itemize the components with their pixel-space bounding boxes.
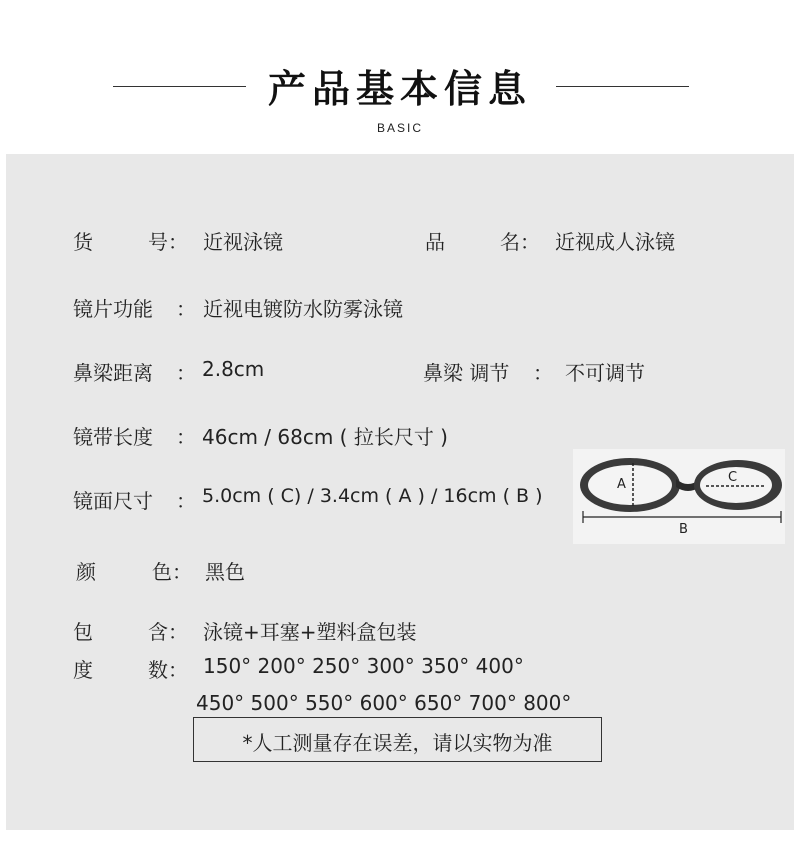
- color-value: 黑色: [205, 560, 245, 584]
- power-label-b: 数：: [148, 658, 188, 682]
- lens-function-label: 镜片功能: [73, 297, 153, 321]
- power-label-a: 度: [73, 658, 93, 682]
- lens-size-label: 镜面尺寸: [73, 489, 153, 513]
- item-no-value: 近视泳镜: [203, 230, 283, 254]
- b-label: B: [679, 522, 688, 537]
- name-label-b: 名：: [500, 230, 540, 254]
- strap-length-label: 镜带长度: [73, 425, 153, 449]
- c-label: C: [728, 470, 738, 485]
- bridge-adjust-label: 鼻梁 调节: [423, 361, 510, 385]
- lens-size-value: 5.0cm ( C) / 3.4cm ( A ) / 16cm ( B ): [202, 485, 543, 507]
- goggles-icon: [573, 449, 785, 544]
- lens-function-colon: ：: [176, 297, 196, 321]
- power-values-line2: 450° 500° 550° 600° 650° 700° 800°: [196, 691, 572, 715]
- bridge-distance-value: 2.8cm: [202, 357, 265, 381]
- color-label-a: 颜: [76, 560, 96, 584]
- lens-size-colon: ：: [176, 489, 196, 513]
- page-title: 产品基本信息: [267, 67, 532, 111]
- strap-length-value: 46cm / 68cm ( 拉长尺寸 ): [202, 425, 448, 449]
- name-value: 近视成人泳镜: [555, 230, 675, 254]
- name-label-a: 品: [425, 230, 445, 254]
- item-no-label-a: 货: [73, 230, 93, 254]
- a-label: A: [617, 477, 626, 492]
- bridge-adjust-value: 不可调节: [565, 361, 645, 385]
- power-values-line1: 150° 200° 250° 300° 350° 400°: [203, 654, 524, 678]
- bridge-adjust-colon: ：: [533, 361, 553, 385]
- contents-label-b: 含：: [148, 620, 188, 644]
- contents-label-a: 包: [73, 620, 93, 644]
- page-subtitle: BASIC: [376, 121, 423, 135]
- contents-value: 泳镜+耳塞+塑料盒包装: [203, 620, 417, 644]
- measurement-note: *人工测量存在误差，请以实物为准: [242, 731, 553, 755]
- strap-length-colon: ：: [176, 425, 196, 449]
- bridge-distance-label: 鼻梁距离: [73, 361, 153, 385]
- goggles-diagram: [573, 449, 785, 544]
- measurement-note-box: [193, 717, 602, 762]
- left-lens: [588, 465, 672, 505]
- item-no-label-b: 号：: [148, 230, 188, 254]
- lens-function-value: 近视电镀防水防雾泳镜: [203, 297, 403, 321]
- color-label-b: 色：: [152, 560, 192, 584]
- bridge-distance-colon: ：: [176, 361, 196, 385]
